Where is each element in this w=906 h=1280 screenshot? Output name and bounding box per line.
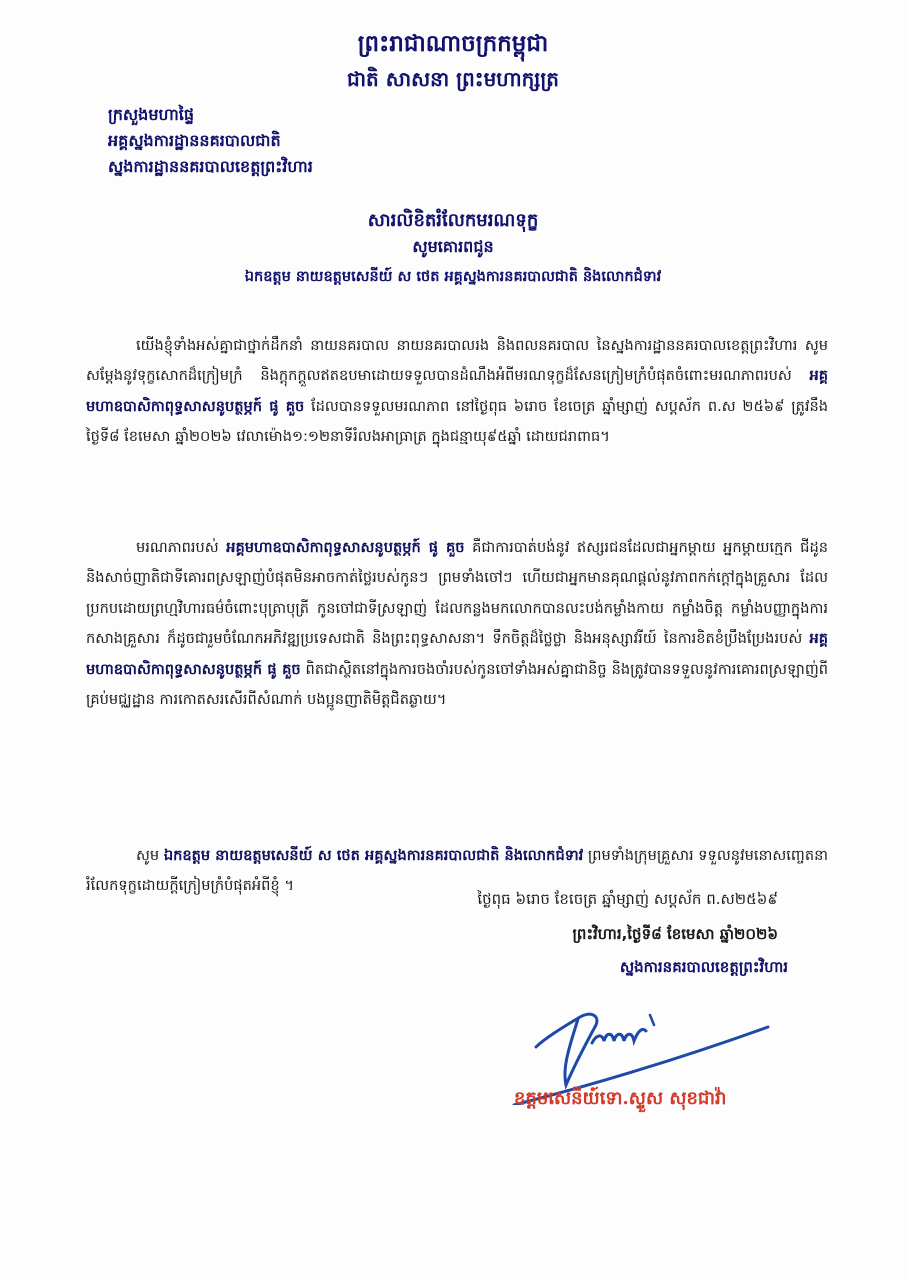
lunar-date: ថ្ងៃពុធ ៦រោច ខែចេត្រ ឆ្នាំម្សាញ់ សប្តស័ក ព.ស២៥៦៩ (477, 890, 778, 908)
provincial-commissariat-line: ស្នងការដ្ឋាននគរបាលខេត្តព្រះវិហារ (108, 157, 313, 176)
deceased-name: អគ្គមហាឧបាសិកាពុទ្ធសាសនូបត្ថម្ភក៍ ផូ គួច (86, 367, 828, 415)
letter-subtitle: សូមគោរពជូន (412, 237, 494, 256)
paragraph-2-text-c: ពិតជាស្ថិតនៅក្នុងការចងចាំរបស់កូនចៅទាំងអស់គ្នាជានិច្ច និងត្រូវបានទទួលនូវការគោរពស្រឡាញ់ពីគ្រប់មជ្ឈដ្ឋាន ការកោតសរសើរពីសំណាក់ បងប្អូនញាតិមិត្តជិតឆ្ងាយ។ (86, 660, 828, 709)
ministry-line: ក្រសួងមហាផ្ទៃ (108, 105, 195, 124)
place-date: ព្រះវិហារ,ថ្ងៃទី៨ ខែមេសា ឆ្នាំ២០២៦ (572, 925, 778, 943)
paragraph-3-text-b: ព្រមទាំងក្រុមគ្រួសារ ទទួលនូវមនោសញ្ចេតនារំលែកទុក្ខដោយក្តីក្រៀមក្រំបំផុតអំពីខ្ញុំ ។ (86, 846, 828, 895)
paragraph-1-text-a: យើងខ្ញុំទាំងអស់គ្នាជាថ្នាក់ដឹកនាំ នាយនគរបាល នាយនគរបាលរង និងពលនគរបាល នៃស្នងការដ្ឋាននគរបាលខេត្តព្រះវិហារ សូមសម្ដែងនូវទុក្ខសោកដ៏ក្រៀមក្រំ និងក្ដុកក្ដួលឥតឧបមាដោយទទួលបានដំណឹងអំពីមរណទុក្ខដ៏សែនក្រៀមក្រំបំផុតចំពោះមរណភាពរបស់ (86, 336, 828, 385)
issuing-office: ស្នងការនគរបាលខេត្តព្រះវិហារ (619, 958, 788, 976)
paragraph-2-text-a: មរណភាពរបស់ (136, 538, 227, 556)
paragraph-2-text-b: គឺជាការបាត់បង់នូវ ឥស្សរជនដែលជាអ្នកម្ដាយ អ្នកម្ដាយក្មេក ជីដូន និងសាច់ញាតិជាទីគោរពស្រឡាញ់បំផុតមិនអាចកាត់ថ្លៃរបស់កូនៗ ព្រមទាំងចៅៗ ហើយជាអ្នកមានគុណផ្ដល់នូវភាពកក់ក្ដៅក្នុងគ្រួសារ ដែលប្រកបដោយព្រហ្មវិហារធម៌ចំពោះបុត្រាបុត្រី កូនចៅជាទីស្រឡាញ់ ដែលកន្លងមកលោកបានលះបង់កម្លាំងកាយ កម្លាំងចិត្ត កម្លាំងបញ្ញាក្នុងការកសាងគ្រួសារ ក៏ដូចជារួមចំណែកអភិវឌ្ឍប្រទេសជាតិ និងព្រះពុទ្ធសាសនា។ ទឹកចិត្តដ៏ថ្លៃថ្លា និងអនុស្សាវរីយ៍ នៃការខិតខំប្រឹងប្រែងរបស់ (86, 538, 828, 648)
letter-recipient: ឯកឧត្តម នាយឧត្តមសេនីយ៍ ស ថេត អគ្គស្នងការនគរបាលជាតិ និងលោកជំទាវ (244, 268, 662, 285)
recipient-name: ឯកឧត្តម នាយឧត្តមសេនីយ៍ ស ថេត អគ្គស្នងការនគរបាលជាតិ និងលោកជំទាវ (163, 846, 584, 864)
paragraph-1-text-b: ដែលបានទទួលមរណភាព នៅថ្ងៃពុធ ៦រោច ខែចេត្រ ឆ្នាំម្សាញ់ សប្តស័ក ព.ស ២៥៦៩ ត្រូវនឹងថ្ងៃទី៨ ខែមេសា ឆ្នាំ២០២៦ វេលាម៉ោង១:១២នាទីរំលងអាធ្រាត្រ ក្នុងជន្មាយុ៩៥ឆ្នាំ ដោយជរាពាធ។ (86, 397, 828, 446)
signer-name: ឧត្តមសេនីយ៍ទោ.ស្ទួស សុខជាវ៉ា (514, 1088, 727, 1109)
paragraph-1 (86, 331, 828, 453)
deceased-name: អគ្គមហាឧបាសិកាពុទ្ធសាសនូបត្ថម្ភក៍ ផូ គួច (86, 630, 828, 678)
national-motto: ជាតិ សាសនា ព្រះមហាក្សត្រ (347, 67, 559, 91)
general-commissariat-line: អគ្គស្នងការដ្ឋាននគរបាលជាតិ (108, 131, 281, 150)
nation-title: ព្រះរាជាណាចក្រកម្ពុជា (357, 30, 549, 57)
paragraph-3-text-a: សូម (136, 846, 164, 864)
letter-title: សារលិខិតរំលែកមរណទុក្ខ (367, 210, 539, 231)
deceased-name: អគ្គមហាឧបាសិកាពុទ្ធសាសនូបត្ថម្ភក៍ ផូ គួច (226, 538, 465, 556)
paragraph-2 (86, 533, 828, 716)
